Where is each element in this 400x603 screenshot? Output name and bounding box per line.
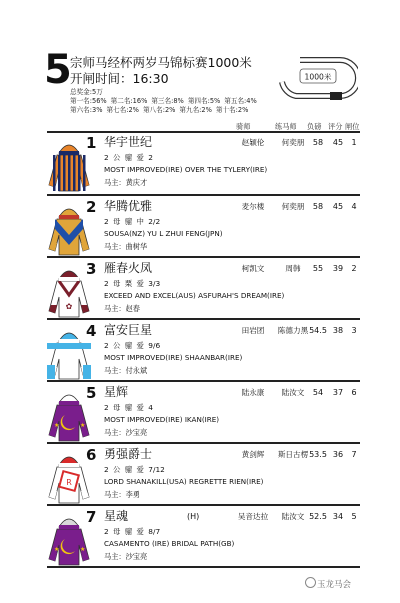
horse-name: 华腾优雅 xyxy=(104,199,153,213)
gate-draw: 1 xyxy=(351,138,357,147)
silk-orange-navy-stripes-icon xyxy=(47,135,91,193)
prize-row-2: 第六名:3% 第七名:2% 第八名:2% 第九名:2% 第十名:2% xyxy=(70,106,249,115)
runner-number: 7 xyxy=(86,508,97,526)
col-gate: 闸位 xyxy=(345,122,360,131)
runner-row xyxy=(47,383,360,445)
horse-rating: 36 xyxy=(332,450,344,459)
horse-profile: 2 母 栗 爱 3/3 xyxy=(104,279,161,288)
horse-rating: 45 xyxy=(332,138,344,147)
silk-skyblue-white-icon xyxy=(47,323,91,381)
runner-row xyxy=(47,133,360,195)
carried-weight: 58 xyxy=(312,138,324,147)
runner-row xyxy=(47,321,360,383)
horse-rating: 37 xyxy=(332,388,344,397)
horse-breeding: MOST IMPROVED(IRE) OVER THE TYLERY(IRE) xyxy=(104,165,268,174)
horse-owner: 马主：黄庆才 xyxy=(104,178,148,187)
gate-draw: 2 xyxy=(351,264,357,273)
horse-owner: 马主：沙宝亮 xyxy=(104,428,148,437)
watermark-logo-icon xyxy=(305,577,316,588)
carried-weight: 52.5 xyxy=(309,512,327,521)
runner-number: 2 xyxy=(86,198,97,216)
trainer-name: 何奕朋 xyxy=(281,202,305,211)
silk-white-maroon-icon xyxy=(47,261,91,319)
runner-number: 6 xyxy=(86,446,97,464)
trainer-name: 陆汝文 xyxy=(281,512,305,521)
svg-text:★: ★ xyxy=(80,422,86,429)
gate-draw: 7 xyxy=(351,450,357,459)
horse-breeding: EXCEED AND EXCEL(AUS) ASFURAH'S DREAM(IRE) xyxy=(104,291,285,300)
horse-owner: 马主：赵春 xyxy=(104,304,140,313)
horse-rating: 38 xyxy=(332,326,344,335)
jockey-name: 吴音达拉 xyxy=(237,512,269,521)
jockey-name: 田岩团 xyxy=(241,326,265,335)
horse-profile: 2 公 骝 爱 9/6 xyxy=(104,341,161,350)
svg-text:★: ★ xyxy=(54,422,60,429)
prize-total: 总奖金:5万 xyxy=(70,88,103,96)
gate-draw: 5 xyxy=(351,512,357,521)
horse-name: 富安巨星 xyxy=(104,323,153,337)
svg-text:★: ★ xyxy=(54,546,60,553)
gate-draw: 3 xyxy=(351,326,357,335)
runner-number: 1 xyxy=(86,134,97,152)
gate-draw: 4 xyxy=(351,202,357,211)
track-diagram-icon xyxy=(278,56,358,104)
jockey-name: 麦尔楼 xyxy=(241,202,265,211)
carried-weight: 54 xyxy=(312,388,324,397)
col-weight: 负磅 xyxy=(307,122,322,131)
horse-breeding: MOST IMPROVED(IRE) IKAN(IRE) xyxy=(104,415,220,424)
col-jockey: 骑师 xyxy=(236,122,251,131)
prize-breakdown xyxy=(70,88,261,116)
carried-weight: 58 xyxy=(312,202,324,211)
svg-text:R: R xyxy=(66,478,72,487)
jockey-name: 黄剑辉 xyxy=(241,450,265,459)
svg-text:★: ★ xyxy=(80,546,86,553)
horse-name: 华宇世纪 xyxy=(104,135,153,149)
trainer-name: 陈德力黑 xyxy=(277,326,309,335)
prize-row-1: 第一名:56% 第二名:16% 第三名:8% 第四名:5% 第五名:4% xyxy=(70,97,257,106)
trainer-name: 周韩 xyxy=(285,264,301,273)
horse-owner: 马主：付永斌 xyxy=(104,366,148,375)
horse-name: 雁春火凤 xyxy=(104,261,153,275)
horse-name: 勇强爵士 xyxy=(104,447,153,461)
col-trainer: 练马师 xyxy=(275,122,297,131)
trainer-name: 陆汝文 xyxy=(281,388,305,397)
carried-weight: 55 xyxy=(312,264,324,273)
distance-label: 1000米 xyxy=(304,72,332,82)
runner-number: 5 xyxy=(86,384,97,402)
jockey-name: 赵颖伦 xyxy=(241,138,265,147)
jockey-name: 柯凯文 xyxy=(241,264,265,273)
col-rating: 评分 xyxy=(328,122,343,131)
horse-rating: 39 xyxy=(332,264,344,273)
trainer-name: 斯日古楞 xyxy=(277,450,309,459)
horse-profile: 2 公 骝 爱 2 xyxy=(104,153,153,162)
silk-blue-yellow-chevron-icon xyxy=(47,199,91,257)
silk-purple-moon-grey-cap-icon xyxy=(47,509,91,567)
horse-owner: 马主：沙宝亮 xyxy=(104,552,148,561)
horse-breeding: MOST IMPROVED(IRE) SHAANBAR(IRE) xyxy=(104,353,243,362)
runner-row xyxy=(47,197,360,259)
trainer-name: 何奕朋 xyxy=(281,138,305,147)
jockey-name: 陆永康 xyxy=(241,388,265,397)
carried-weight: 53.5 xyxy=(309,450,327,459)
gate-draw: 6 xyxy=(351,388,357,397)
silk-purple-moon-icon xyxy=(47,385,91,443)
horse-rating: 45 xyxy=(332,202,344,211)
horse-rating: 34 xyxy=(332,512,344,521)
horse-profile: 2 母 骝 中 2/2 xyxy=(104,217,161,226)
watermark: 玉龙马会 xyxy=(317,580,352,590)
horse-breeding: SOUSA(NZ) YU L ZHUI FENG(JPN) xyxy=(104,229,223,238)
runner-number: 4 xyxy=(86,322,97,340)
svg-text:✿: ✿ xyxy=(65,302,73,311)
horse-name: 星魂 xyxy=(104,509,129,523)
race-start-time: 开闸时间：16:30 xyxy=(70,71,169,86)
horse-profile: 2 公 骝 爱 7/12 xyxy=(104,465,165,474)
horse-breeding: LORD SHANAKILL(USA) REGRETTE RIEN(IRE) xyxy=(104,477,264,486)
race-title: 宗师马经杯两岁马锦标赛1000米 xyxy=(70,55,252,70)
runner-row xyxy=(47,445,360,507)
runner-row xyxy=(47,507,360,569)
horse-profile: 2 母 骝 爱 8/7 xyxy=(104,527,161,536)
runner-number: 3 xyxy=(86,260,97,278)
horse-owner: 马主：曲树华 xyxy=(104,242,148,251)
carried-weight: 54.5 xyxy=(309,326,327,335)
horse-breeding: CASAMENTO (IRE) BRIDAL PATH(GB) xyxy=(104,539,235,548)
gear-code: (H) xyxy=(187,512,200,521)
horse-owner: 马主：李勇 xyxy=(104,490,140,499)
silk-white-red-icon xyxy=(47,447,91,505)
horse-name: 星辉 xyxy=(104,385,129,399)
race-number: 5 xyxy=(44,47,72,93)
runner-row xyxy=(47,259,360,321)
horse-profile: 2 母 骝 爱 4 xyxy=(104,403,153,412)
